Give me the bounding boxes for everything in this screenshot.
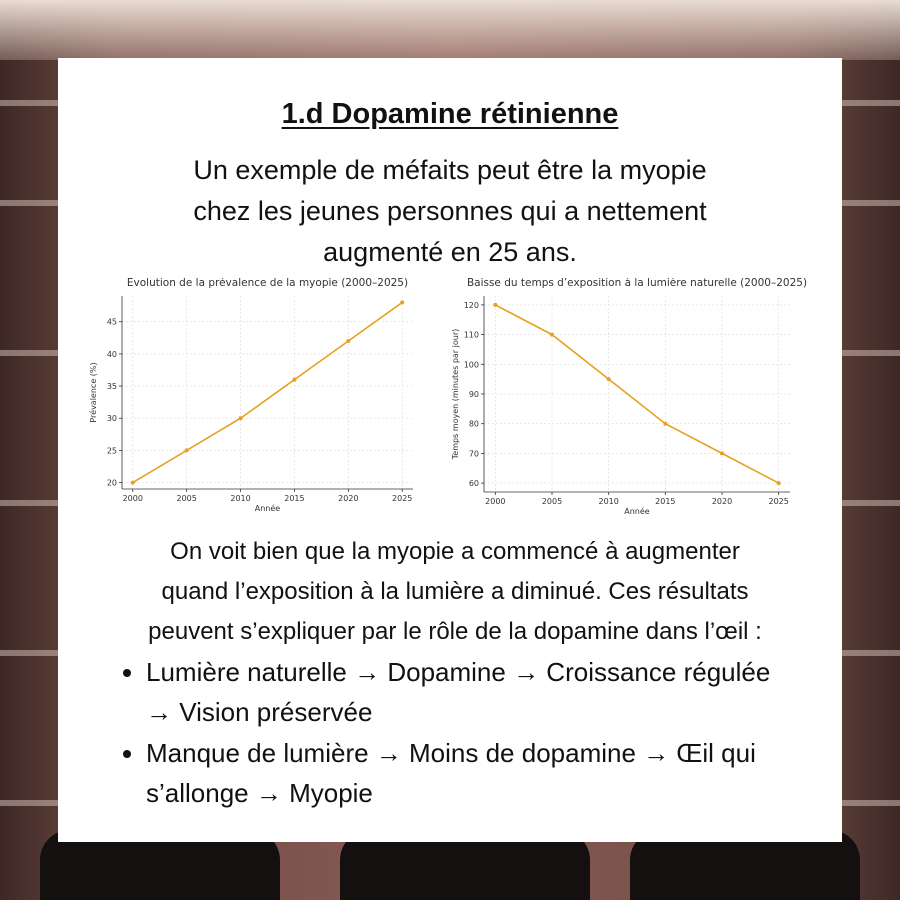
y-axis-label: Temps moyen (minutes par jour) [451, 328, 460, 460]
data-point [400, 300, 404, 304]
y-tick-label: 90 [468, 390, 479, 399]
x-tick-label: 2000 [485, 497, 506, 506]
x-tick-label: 2025 [768, 497, 789, 506]
conclusion-text [98, 532, 812, 652]
x-tick-label: 2010 [598, 497, 619, 506]
x-tick-label: 2015 [284, 494, 305, 503]
content-card [58, 58, 842, 842]
data-point [292, 378, 296, 382]
x-tick-label: 2015 [655, 497, 676, 506]
x-tick-label: 2005 [176, 494, 197, 503]
y-tick-label: 40 [106, 349, 117, 359]
bullet-item: • Lumière naturelle → Dopamine → Croissance régulée → Vision préservée [146, 652, 802, 732]
background-glow [0, 0, 900, 60]
myopia-prevalence-chart [80, 278, 425, 518]
y-tick-label: 70 [468, 449, 479, 459]
y-tick-label: 100 [463, 360, 479, 370]
data-point [346, 339, 350, 343]
conclusion-line: peuvent s’expliquer par le rôle de la dopamine dans l’œil : [148, 618, 762, 645]
x-axis-label: Année [624, 507, 650, 516]
x-axis-label: Année [254, 504, 281, 513]
data-point [607, 377, 611, 381]
y-tick-label: 110 [463, 330, 479, 340]
y-tick-label: 60 [468, 479, 479, 489]
y-axis-label: Prévalence (%) [89, 362, 98, 423]
x-tick-label: 2025 [392, 494, 413, 503]
y-tick-label: 80 [468, 419, 479, 429]
data-point [239, 416, 243, 420]
y-tick-label: 45 [106, 317, 117, 327]
intro-line: Un exemple de méfaits peut être la myopie [193, 155, 707, 185]
y-tick-label: 20 [106, 478, 117, 488]
intro-line: chez les jeunes personnes qui a nettement [193, 196, 707, 226]
page-title: 1.d Dopamine rétinienne [281, 98, 619, 130]
bullet-list [120, 652, 802, 814]
data-point [185, 448, 189, 452]
chart-title: Baisse du temps d’exposition à la lumière naturelle (2000–2025) [466, 278, 808, 289]
data-point [131, 481, 135, 485]
x-tick-label: 2020 [338, 494, 359, 503]
bullet-item: • Manque de lumière → Moins de dopamine → Œil qui s’allonge → Myopie [146, 733, 802, 813]
light-exposure-chart [440, 278, 820, 518]
light-chart-svg [440, 278, 820, 518]
x-tick-label: 2005 [541, 497, 563, 506]
chart-title: Évolution de la prévalence de la myopie (2000–2025) [126, 278, 409, 289]
conclusion-line: On voit bien que la myopie a commencé à augmenter [170, 538, 740, 565]
data-point [550, 333, 554, 337]
x-tick-label: 2010 [230, 494, 251, 503]
intro-line: augmenté en 25 ans. [323, 237, 577, 267]
x-tick-label: 2000 [122, 494, 143, 503]
series-line [133, 302, 402, 482]
y-tick-label: 30 [106, 414, 117, 424]
myopia-chart-svg [80, 278, 425, 518]
y-tick-label: 35 [106, 382, 117, 392]
intro-text [118, 150, 782, 273]
conclusion-line: quand l’exposition à la lumière a diminué. Ces résultats [161, 578, 749, 605]
data-point [777, 481, 781, 485]
data-point [493, 303, 497, 307]
x-tick-label: 2020 [711, 497, 733, 506]
y-tick-label: 25 [106, 446, 117, 456]
y-tick-label: 120 [463, 300, 479, 310]
data-point [720, 451, 724, 455]
data-point [663, 422, 667, 426]
